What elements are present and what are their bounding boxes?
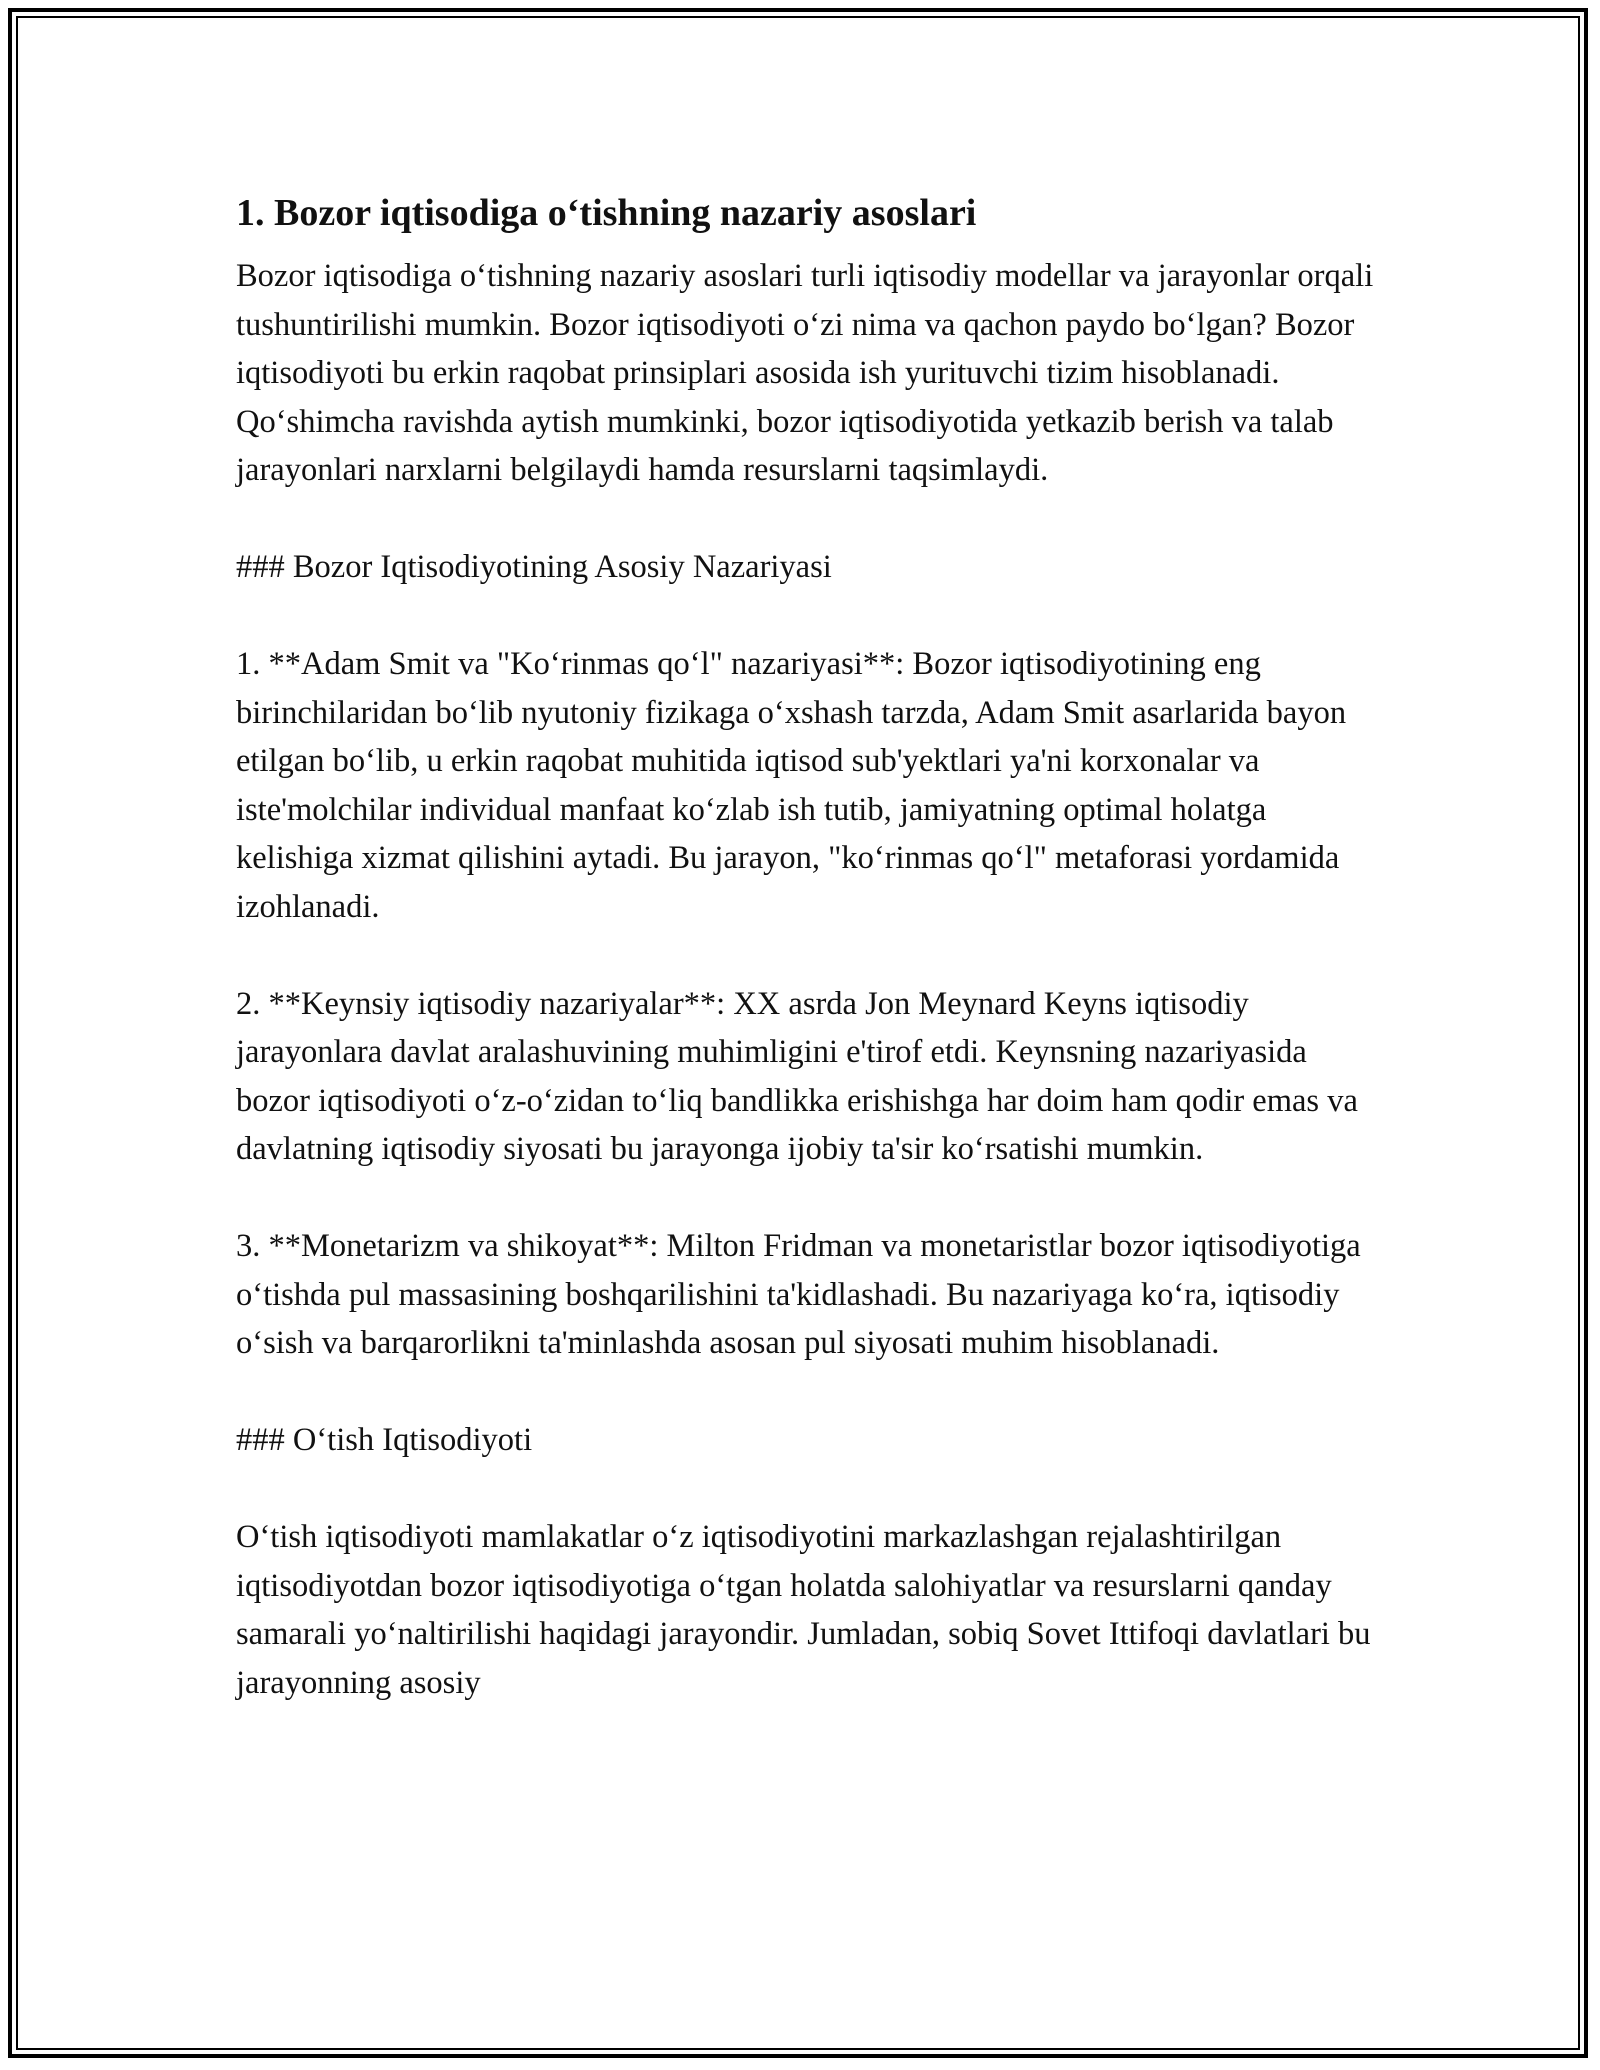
paragraph-intro: Bozor iqtisodiga o‘tishning nazariy asoslari turli iqtisodiy modellar va jarayonlar orqali tushuntirilishi mumkin. Bozor iqtisodiyoti o‘zi nima va qachon paydo bo‘lgan? Bozor iqtisodiyoti bu erkin raqobat prinsiplari asosida ish yurituvchi tizim hisoblanadi. Qo‘shimcha ravishda aytish mumkinki, bozor iqtisodiyotida yetkazib berish va talab jarayonlari narxlarni belgilaydi hamda resurslarni taqsimlaydi. [236,258,1374,488]
document-body [236,186,1386,1707]
paragraph-transition: O‘tish iqtisodiyoti mamlakatlar o‘z iqtisodiyotini markazlashgan rejalashtirilgan iqtisodiyotdan bozor iqtisodiyotiga o‘tgan holatda salohiyatlar va resurslarni qanday samarali yo‘naltirilishi haqidagi jarayondir. Jumladan, sobiq Sovet Ittifoqi davlatlari bu jarayonning asosiy [236,1519,1371,1701]
subheading-main-theories: ### Bozor Iqtisodiyotining Asosiy Nazariyasi [236,549,832,585]
paragraph-keynes: 2. **Keynsiy iqtisodiy nazariyalar**: XX asrda Jon Meynard Keyns iqtisodiy jarayonlara davlat aralashuvining muhimligini e'tirof etdi. Keynsning nazariyasida bozor iqtisodiyoti o‘z-o‘zidan to‘liq bandlikka erishishga har doim ham qodir emas va davlatning iqtisodiy siyosati bu jarayonga ijobiy ta'sir ko‘rsatishi mumkin. [236,985,1358,1167]
subheading-transition-economy: ### O‘tish Iqtisodiyoti [236,1422,533,1458]
section-heading: 1. Bozor iqtisodiga o‘tishning nazariy asoslari [236,192,977,234]
paragraph-adam-smith: 1. **Adam Smit va "Ko‘rinmas qo‘l" nazariyasi**: Bozor iqtisodiyotining eng birinchilaridan bo‘lib nyutoniy fizikaga o‘xshash tarzda, Adam Smit asarlarida bayon etilgan bo‘lib, u erkin raqobat muhitida iqtisod sub'yektlari ya'ni korxonalar va iste'molchilar individual manfaat ko‘zlab ish tutib, jamiyatning optimal holatga kelishiga xizmat qilishini aytadi. Bu jarayon, "ko‘rinmas qo‘l" metaforasi yordamida izohlanadi. [236,646,1347,925]
paragraph-monetarism: 3. **Monetarizm va shikoyat**: Milton Fridman va monetaristlar bozor iqtisodiyotiga o‘tishda pul massasining boshqarilishini ta'kidlashadi. Bu nazariyaga ko‘ra, iqtisodiy o‘sish va barqarorlikni ta'minlashda asosan pul siyosati muhim hisoblanadi. [236,1228,1361,1361]
